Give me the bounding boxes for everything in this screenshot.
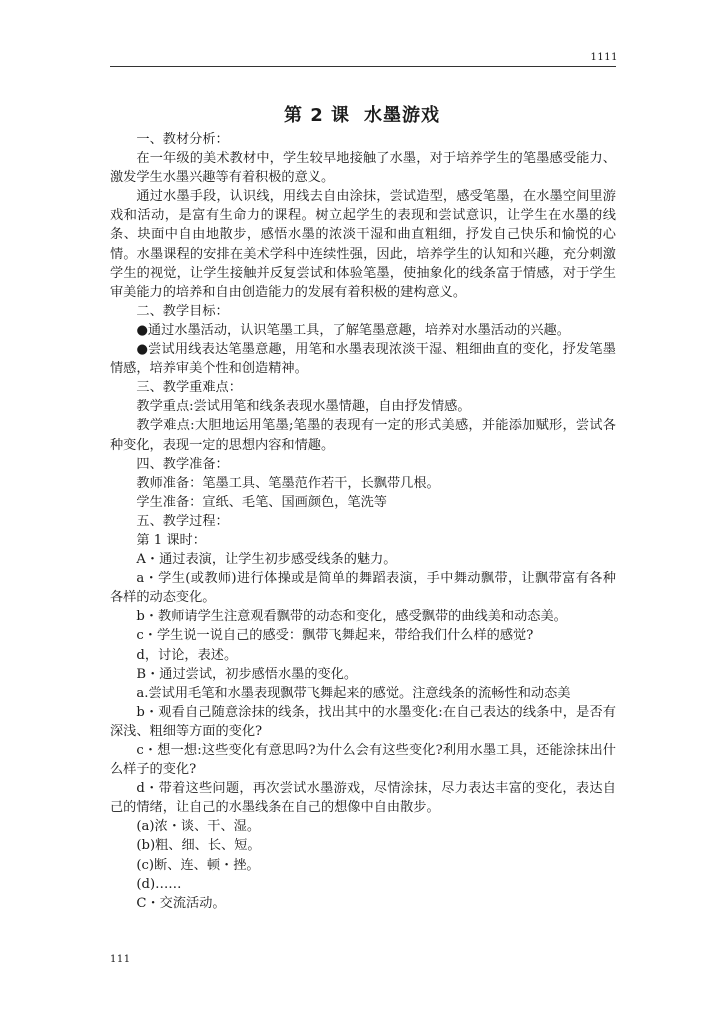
paragraph: c・想一想:这些变化有意思吗?为什么会有这些变化?利用水墨工具，还能涂抹出什么样子的变化? [110, 743, 616, 778]
paragraph: 在一年级的美术教材中，学生较早地接触了水墨，对于培养学生的笔墨感受能力、激发学生水墨兴趣等有着积极的意义。 [110, 151, 616, 186]
paragraph: b・教师请学生注意观看飘带的动态和变化，感受飘带的曲线美和动态美。 [136, 609, 567, 625]
footer-page-number: 111 [110, 954, 131, 965]
lesson-title [0, 101, 724, 127]
paragraph: A・通过表演，让学生初步感受线条的魅力。 [136, 552, 397, 568]
paragraph: (d)…… [136, 876, 182, 892]
paragraph: ●尝试用线表达笔墨意趣，用笔和水墨表现浓淡干湿、粗细曲直的变化，抒发笔墨情感，培养审美个性和创造精神。 [110, 342, 616, 377]
paragraph: (a)浓・谈、干、湿。 [136, 819, 261, 835]
paragraph: 二、教学目标： [136, 303, 229, 319]
paragraph: 一、教材分析： [136, 132, 229, 147]
header-page-number: 1111 [590, 52, 618, 63]
paragraph: 第 1 课时： [136, 532, 206, 548]
paragraph: (c)断、连、顿・挫。 [136, 857, 260, 873]
paragraph: ●通过水墨活动，认识笔墨工具，了解笔墨意趣，培养对水墨活动的兴趣。 [136, 322, 570, 338]
paragraph: d，讨论，表述。 [136, 647, 238, 663]
paragraph: 通过水墨手段，认识线，用线去自由涂抹，尝试造型，感受笔墨，在水墨空间里游戏和活动，是富有生命力的课程。树立起学生的表现和尝试意识，让学生在水墨的线条、块面中自由地散步，感悟水墨的浓淡干湿和曲直粗细，抒发自己快乐和愉悦的心情。水墨课程的安排在美术学科中连续性强，因此，培养学生的认知和兴趣，充分刺激学生的视觉，让学生接触并反复尝试和体验笔墨，使抽象化的线条富于情感，对于学生审美能力的培养和自由创造能力的发展有着积极的建构意义。 [110, 189, 616, 300]
paragraph: 教学难点:大胆地运用笔墨;笔墨的表现有一定的形式美感，并能添加赋形，尝试各种变化，表现一定的思想内容和情趣。 [110, 418, 616, 453]
lesson-name: 水墨游戏 [364, 105, 441, 126]
paragraph: (b)粗、细、长、短。 [136, 838, 261, 854]
paragraph: 教师准备：笔墨工具、笔墨范作若干，长飘带几根。 [136, 475, 440, 491]
paragraph: 学生准备：宣纸、毛笔、国画颜色，笔洗等 [136, 494, 387, 510]
paragraph: B・通过尝试，初步感悟水墨的变化。 [136, 666, 358, 682]
paragraph: a・学生(或教师)进行体操或是简单的舞蹈表演，手中舞动飘带，让飘带富有各种各样的动态变化。 [110, 571, 616, 606]
paragraph: 四、教学准备： [136, 456, 229, 472]
paragraph: b・观看自己随意涂抹的线条，找出其中的水墨变化:在自己表达的线条中，是否有深浅、粗细等方面的变化? [110, 704, 616, 739]
lesson-number: 第 2 课 [283, 105, 351, 126]
paragraph: 五、教学过程： [136, 513, 229, 529]
paragraph: 三、教学重难点： [136, 380, 242, 396]
paragraph: 教学重点:尝试用笔和线条表现水墨情趣，自由抒发情感。 [136, 399, 471, 415]
paragraph: c・学生说一说自己的感受：飘带飞舞起来，带给我们什么样的感觉? [136, 628, 534, 644]
header-rule [110, 66, 616, 67]
paragraph: a.尝试用毛笔和水墨表现飘带飞舞起来的感觉。注意线条的流畅性和动态美 [136, 685, 571, 701]
paragraph: d・带着这些问题，再次尝试水墨游戏，尽情涂抹，尽力表达丰富的变化，表达自己的情绪，让自己的水墨线条在自己的想像中自由散步。 [110, 781, 616, 816]
paragraph: C・交流活动。 [136, 895, 226, 911]
lesson-body [110, 130, 616, 913]
